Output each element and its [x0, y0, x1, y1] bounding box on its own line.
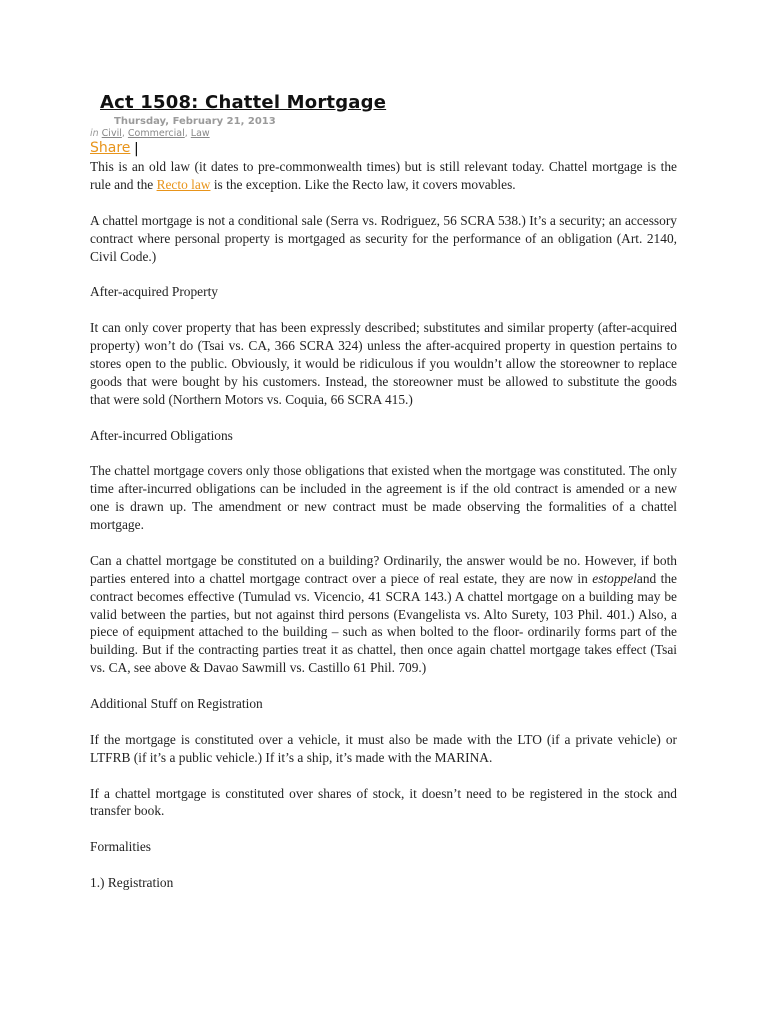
text-cursor: | — [134, 141, 139, 157]
section-heading: Formalities — [90, 839, 151, 855]
category-link-commercial[interactable]: Commercial — [127, 128, 185, 139]
post-body — [90, 158, 677, 910]
paragraph: This is an old law (it dates to pre-commonwealth times) but is still relevant today. Chattel mortgage is the rule and the Recto law is the exception. Like the Recto law, it covers movables. — [90, 159, 677, 192]
share-button[interactable]: Share — [90, 140, 131, 156]
post-date: Thursday, February 21, 2013 — [114, 116, 276, 127]
recto-law-link[interactable]: Recto law — [156, 176, 211, 192]
section-heading: After-incurred Obligations — [90, 427, 233, 443]
section-heading: After-acquired Property — [90, 284, 219, 300]
paragraph: Can a chattel mortgage be constituted on a building? Ordinarily, the answer would be no. However, if both parties entered into a chattel mortgage contract over a piece of real estate, they are now in estoppeland the contract becomes effective (Tumulad vs. Vicencio, 41 SCRA 143.) A chattel mortgage on a building may be valid between the parties, but not against third persons (Evangelista vs. Alto Surety, 103 Phil. 401.) Also, a piece of equipment attached to the building – such as when bolted to the floor- ordinarily forms part of the building. But if the contracting parties treat it as chattel, then once again chattel mortgage takes effect (Tsai vs. CA, see above & Davao Sawmill vs. Castillo 61 Phil. 709.) — [90, 552, 677, 676]
paragraph: If a chattel mortgage is constituted over shares of stock, it doesn’t need to be registered in the stock and transfer book. — [90, 785, 677, 819]
paragraph: It can only cover property that has been expressly described; substitutes and similar property (after-acquired property) won’t do (Tsai vs. CA, 366 SCRA 324) unless the after-acquired property in question pertains to stores open to the public. Obviously, it would be ridiculous if you wouldn’t allow the storeowner to replace goods that were bought by his customers. Instead, the storeowner must be allowed to substitute the goods that were sold (Northern Motors vs. Coquia, 66 SCRA 415.) — [90, 320, 677, 407]
emphasis: estoppel — [592, 570, 637, 586]
paragraph: A chattel mortgage is not a conditional sale (Serra vs. Rodriguez, 56 SCRA 538.) It’s a security; an accessory contract where personal property is mortgaged as security for the performance of an obligation (Art. 2140, Civil Code.) — [90, 212, 677, 264]
post-title: Act 1508: Chattel Mortgage — [100, 92, 387, 113]
category-link-law[interactable]: Law — [190, 128, 210, 139]
paragraph: The chattel mortgage covers only those obligations that existed when the mortgage was constituted. The only time after-incurred obligations can be included in the agreement is if the old contract is amended or a new one is drawn up. The amendment or new contract must be made observing the formalities of a chattel mortgage. — [90, 463, 677, 533]
section-heading: Additional Stuff on Registration — [90, 696, 263, 712]
categories-prefix: in — [90, 128, 99, 139]
paragraph: If the mortgage is constituted over a vehicle, it must also be made with the LTO (if a private vehicle) or LTFRB (if it’s a public vehicle.) If it’s a ship, it’s made with the MARINA. — [90, 731, 677, 765]
section-heading: 1.) Registration — [90, 875, 174, 891]
category-link-civil[interactable]: Civil — [101, 128, 122, 139]
post-categories: in Civil, Commercial, Law — [90, 128, 210, 139]
